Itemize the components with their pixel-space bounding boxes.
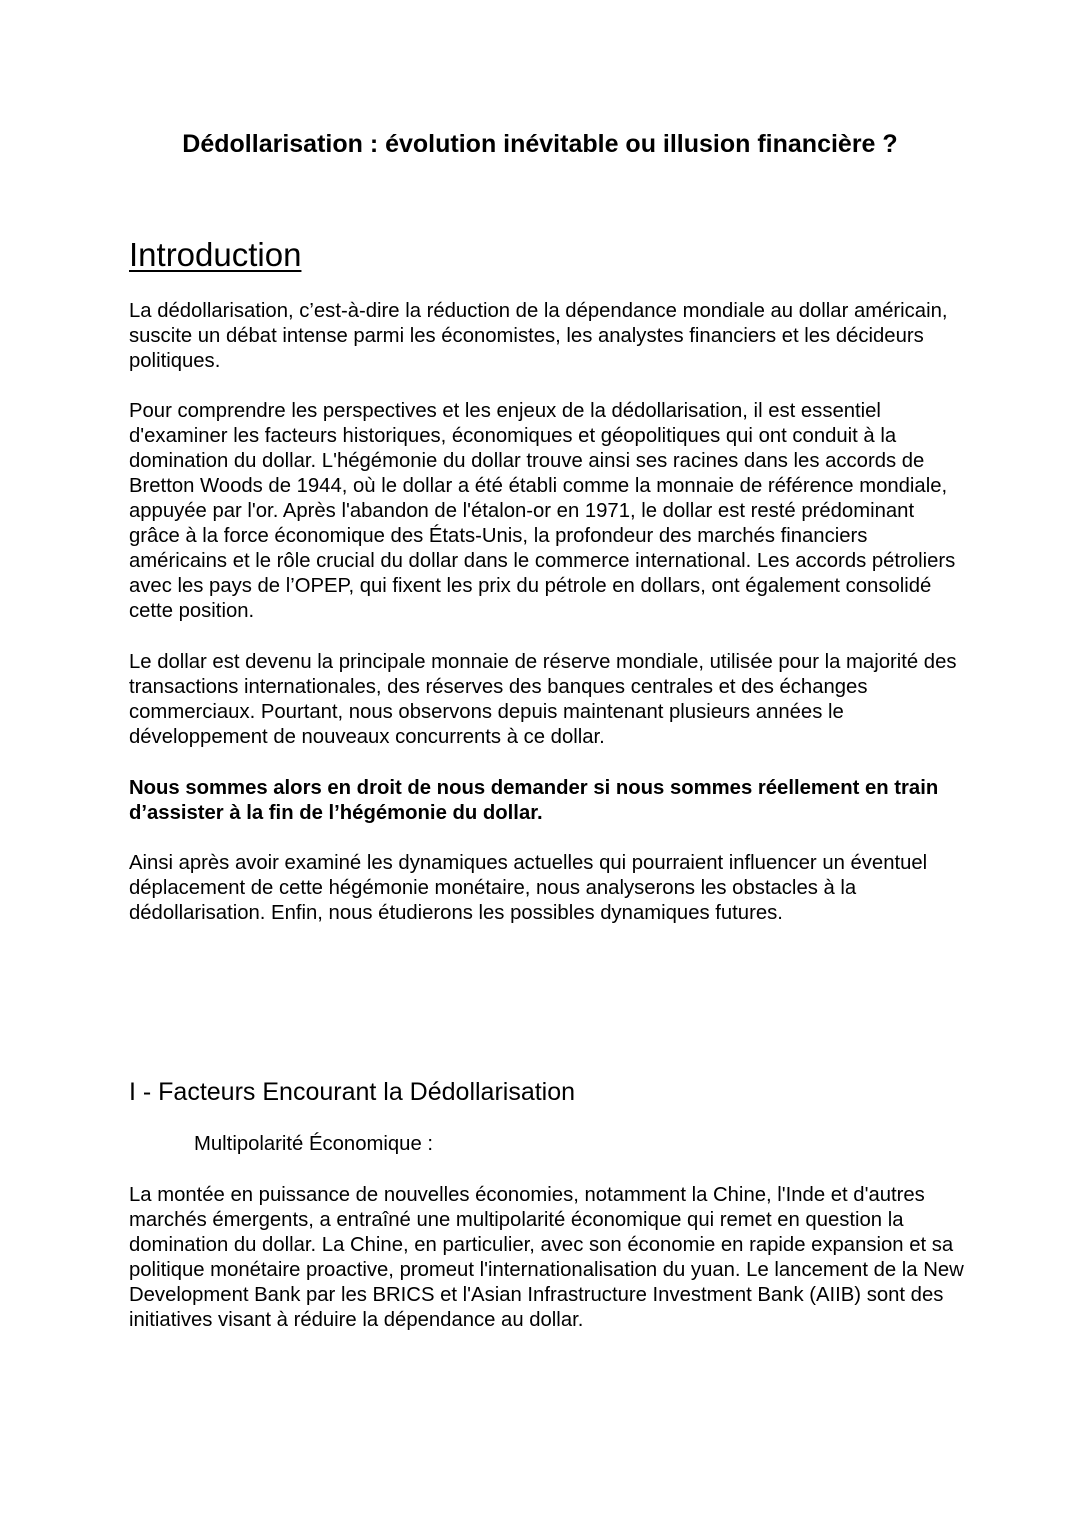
intro-paragraph-2: Pour comprendre les perspectives et les enjeux de la dédollarisation, il est essentiel d'examiner les facteurs historiques, économiques et géopolitiques qui ont conduit à la domination du dollar. L'hégémonie du dollar trouve ainsi ses racines dans les accords de Bretton Woods de 1944, où le dollar a été établi comme la monnaie de référence mondiale, appuyée par l'or. Après l'abandon de l'étalon-or en 1971, le dollar est resté prédominant grâce à la force économique des États-Unis, la profondeur des marchés financiers américains et le rôle crucial du dollar dans le commerce international. Les accords pétroliers avec les pays de l’OPEP, qui fixent les prix du pétrole en dollars, ont également consolidé cette position. xyxy=(129,400,956,622)
section-1-heading: I - Facteurs Encourant la Dédollarisation xyxy=(129,1078,576,1106)
intro-paragraph-1: La dédollarisation, c’est-à-dire la réduction de la dépendance mondiale au dollar américain, suscite un débat intense parmi les économistes, les analystes financiers et les décideurs politiques. xyxy=(129,300,948,372)
introduction-heading: Introduction xyxy=(129,236,302,273)
section-1-paragraph: La montée en puissance de nouvelles économies, notamment la Chine, l'Inde et d'autres marchés émergents, a entraîné une multipolarité économique qui remet en question la domination du dollar. La Chine, en particulier, avec son économie en rapide expansion et sa politique monétaire proactive, promeut l'internationalisation du yuan. Le lancement de la New Development Bank par les BRICS et l'Asian Infrastructure Investment Bank (AIIB) sont des initiatives visant à réduire la dépendance au dollar. xyxy=(129,1184,964,1331)
document-title: Dédollarisation : évolution inévitable ou illusion financière ? xyxy=(182,130,898,158)
intro-paragraph-5: Ainsi après avoir examiné les dynamiques actuelles qui pourraient influencer un éventuel déplacement de cette hégémonie monétaire, nous analyserons les obstacles à la dédollarisation. Enfin, nous étudierons les possibles dynamiques futures. xyxy=(129,852,928,924)
intro-paragraph-3: Le dollar est devenu la principale monnaie de réserve mondiale, utilisée pour la majorité des transactions internationales, des réserves des banques centrales et des échanges commerciaux. Pourtant, nous observons depuis maintenant plusieurs années le développement de nouveaux concurrents à ce dollar. xyxy=(129,651,957,748)
section-1-subheading: Multipolarité Économique : xyxy=(194,1133,433,1155)
problematic-paragraph: Nous sommes alors en droit de nous demander si nous sommes réellement en train d’assister à la fin de l’hégémonie du dollar. xyxy=(129,777,939,824)
